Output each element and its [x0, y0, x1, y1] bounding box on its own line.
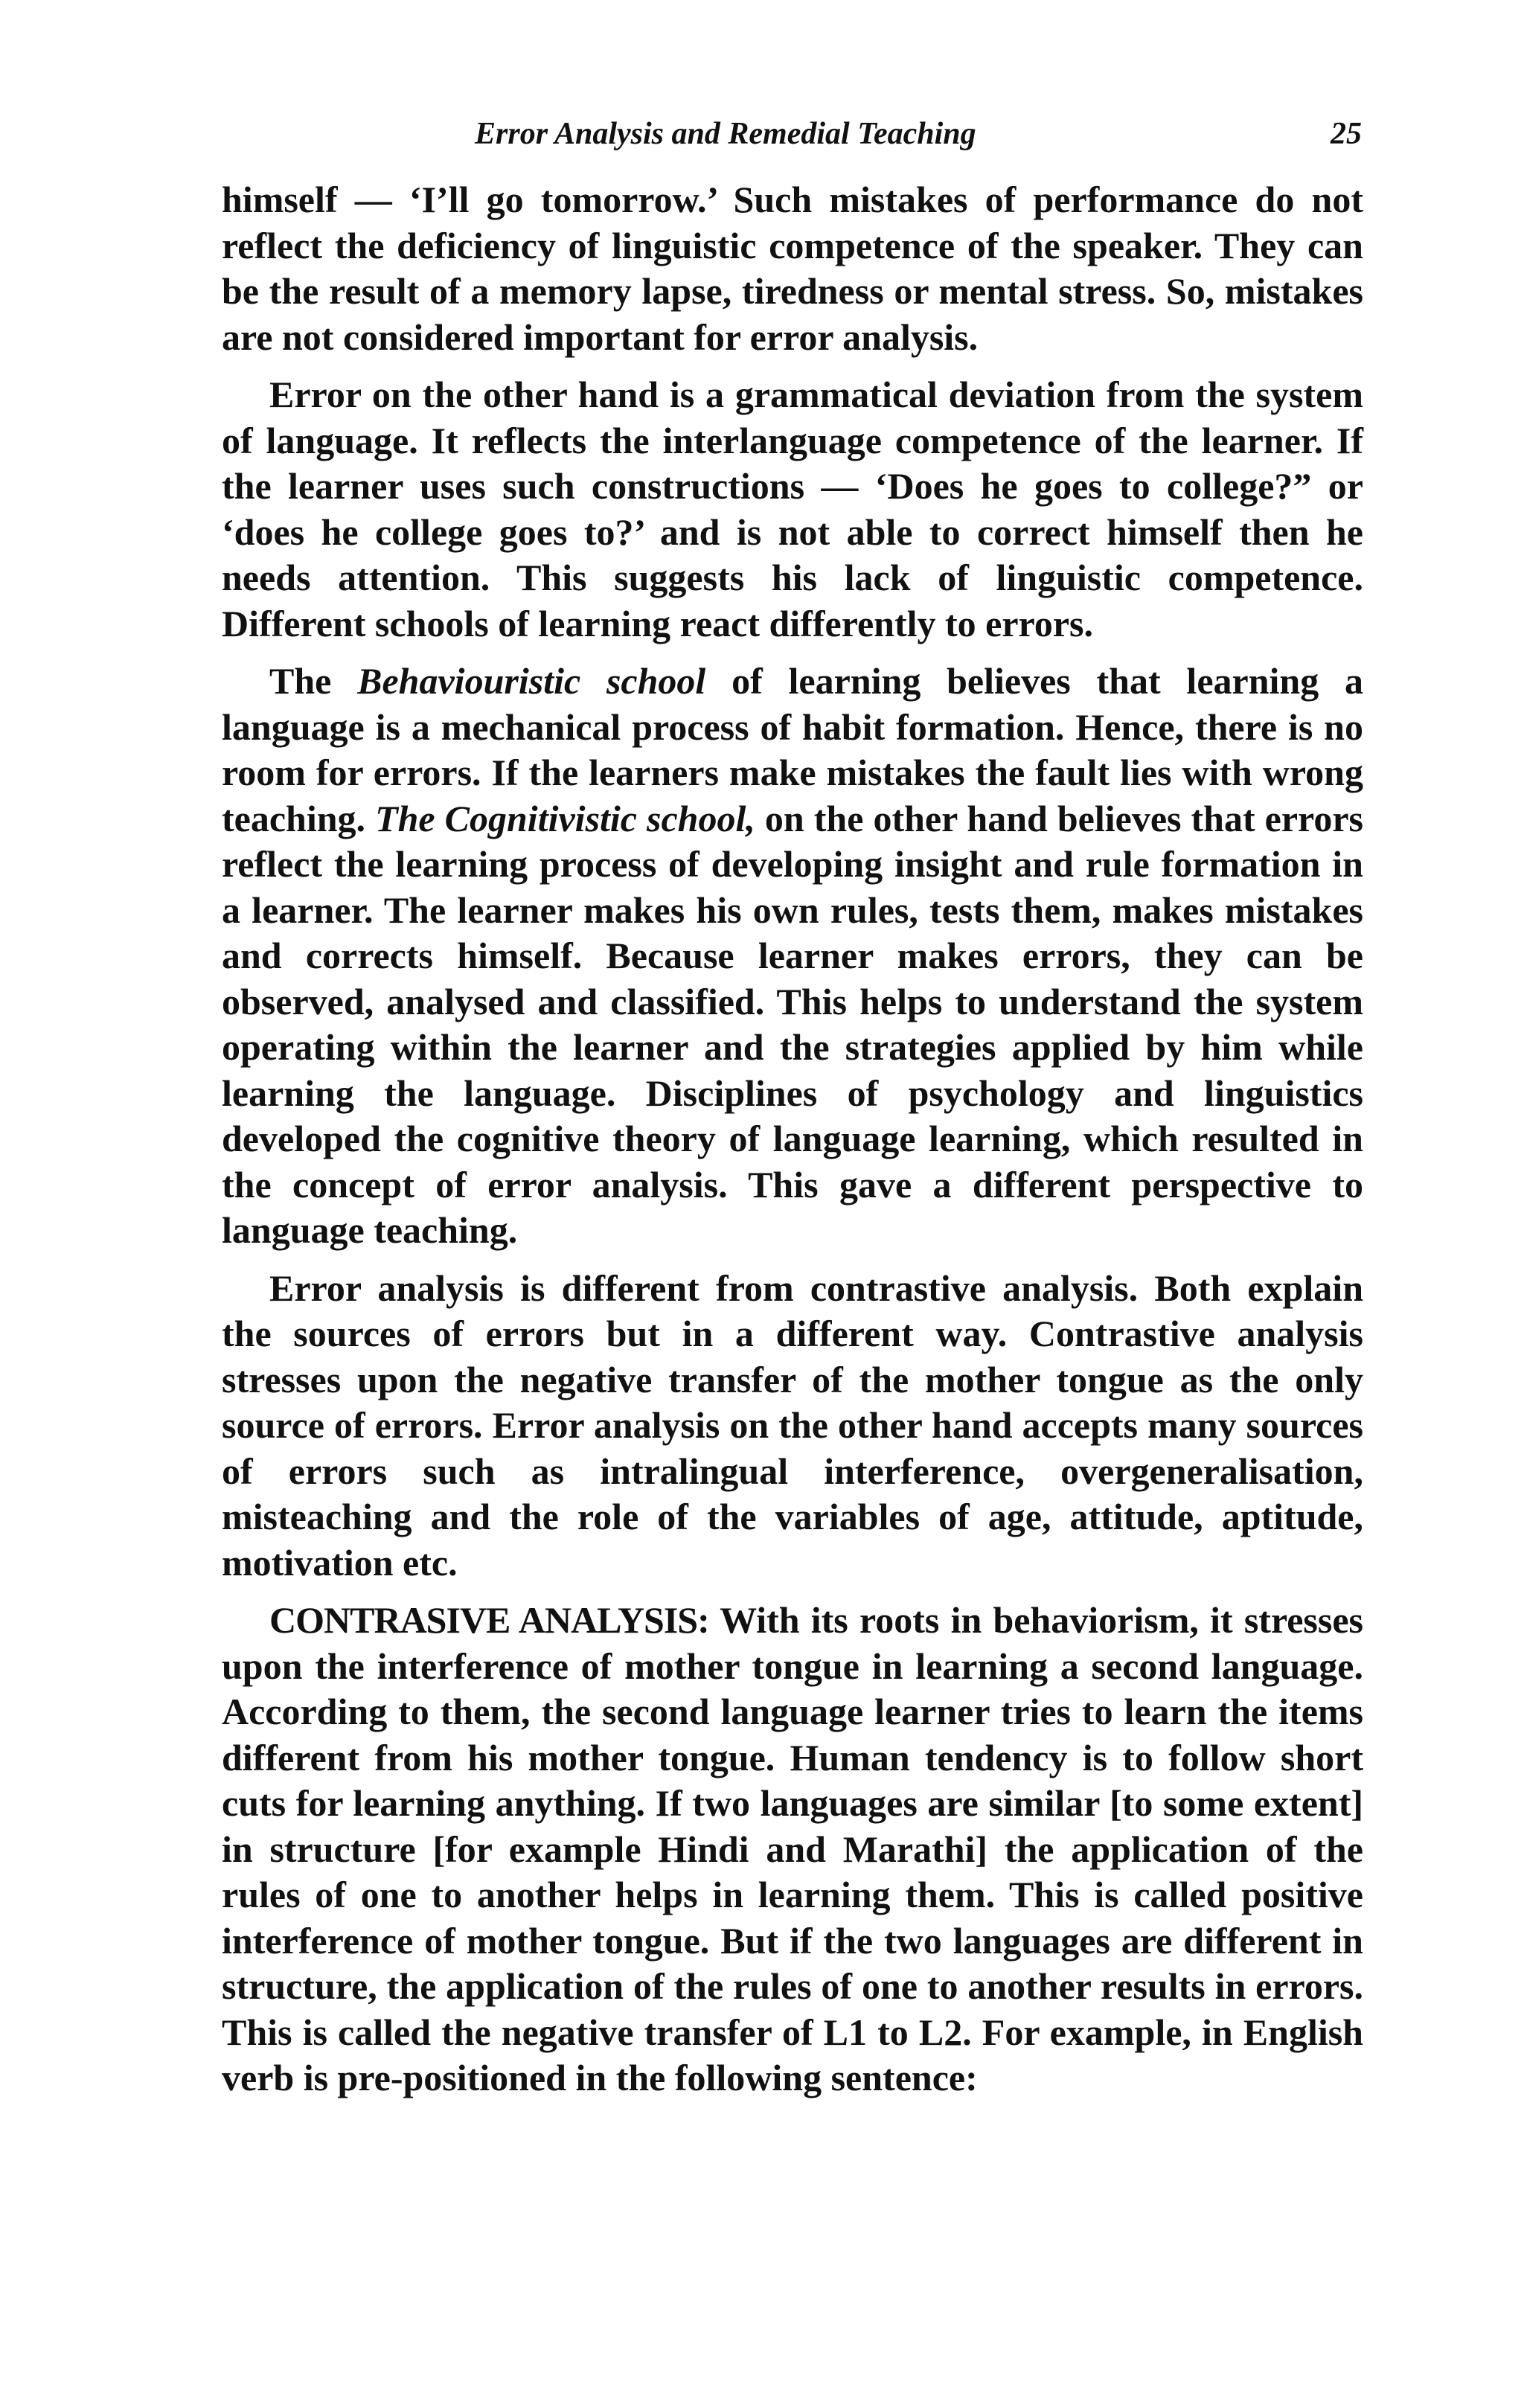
running-head	[222, 112, 1363, 164]
term-cognitivistic-school: The Cognitivistic school,	[375, 797, 755, 839]
book-page	[222, 112, 1363, 2113]
paragraph-error-definition	[222, 372, 1363, 647]
page-number: 25	[1331, 117, 1362, 151]
paragraph-text: Error analysis is different from contrastive analysis. Both explain the sources of errors but in a different way. Contrastive analysis stresses upon the negative transfer of the mother tongue as the only source of errors. Error analysis on the other hand accepts many sources of errors such as intralingual interference, overgeneralisation, misteaching and the role of the variables of age, attitude, aptitude, motivation etc.	[222, 1267, 1363, 1584]
paragraph-schools-of-learning	[222, 659, 1363, 1254]
section-heading: CONTRASIVE ANALYSIS:	[269, 1599, 709, 1641]
paragraph-error-vs-contrastive	[222, 1266, 1363, 1586]
term-behaviouristic-school: Behaviouristic school	[357, 660, 706, 702]
paragraph-rest: on the other hand believes that errors reflect the learning process of developing insight and rule formation in a learner. The learner makes his own rules, tests them, makes mistakes and corrects himself. Because learner makes errors, they can be observed, analysed and classified. This helps to understand the system operating within the learner and the strategies applied by him while learning the language. Disciplines of psychology and linguistics developed the cognitive theory of language learning, which resulted in the concept of error analysis. This gave a different perspective to language teaching.	[222, 797, 1363, 1251]
paragraph-text: Error on the other hand is a grammatical deviation from the system of language. It reflects the interlanguage competence of the learner. If the learner uses such constructions — ‘Does he goes to college?” or ‘does he college goes to?’ and is not able to correct himself then he needs attention. This suggests his lack of linguistic competence. Different schools of learning react differently to errors.	[222, 374, 1363, 644]
paragraph-middle: of learning believes that learning a language is a mechanical process of habit formation. Hence, there is no room for errors. If the learners make mistakes the fault lies with wrong teaching.	[222, 660, 1363, 839]
paragraph-lead: The	[269, 660, 358, 702]
paragraph-contrasive-analysis	[222, 1598, 1363, 2101]
paragraph-text: himself — ‘I’ll go tomorrow.’ Such mistakes of performance do not reflect the deficiency of linguistic competence of the speaker. They can be the result of a memory lapse, tiredness or mental stress. So, mistakes are not considered important for error analysis.	[222, 179, 1363, 358]
paragraph-mistakes	[222, 177, 1363, 360]
running-title: Error Analysis and Remedial Teaching	[475, 117, 976, 151]
paragraph-text: With its roots in behaviorism, it stresses upon the interference of mother tongue in learning a second language. According to them, the second language learner tries to learn the items different from his mother tongue. Human tendency is to follow short cuts for learning anything. If two languages are similar [to some extent] in structure [for example Hindi and Marathi] the application of the rules of one to another helps in learning them. This is called positive interference of mother tongue. But if the two languages are different in structure, the application of the rules of one to another results in errors. This is called the negative transfer of L1 to L2. For example, in English verb is pre-positioned in the following sentence:	[222, 1599, 1364, 2098]
